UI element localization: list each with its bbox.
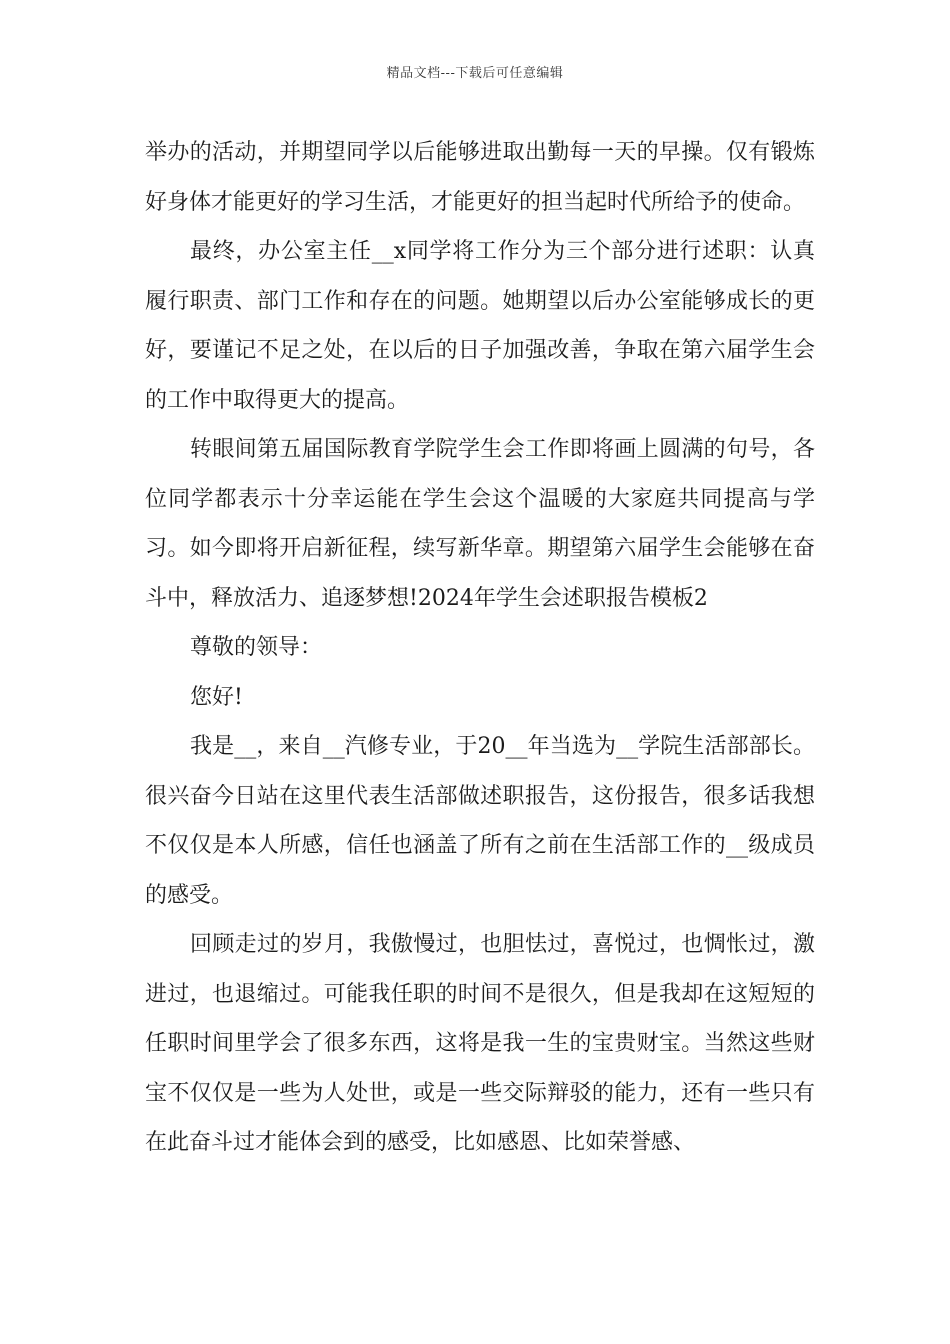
paragraph: 转眼间第五届国际教育学院学生会工作即将画上圆满的句号，各位同学都表示十分幸运能在学生会这个温暖的大家庭共同提高与学习。如今即将开启新征程，续写新华章。期望第六届学生会能够在奋斗中，释放活力、追逐梦想!2024年学生会述职报告模板2 (145, 437, 815, 611)
greeting: 您好! (190, 684, 243, 710)
paragraph: 最终，办公室主任__x同学将工作分为三个部分进行述职：认真履行职责、部门工作和存在的问题。她期望以后办公室能够成长的更好，要谨记不足之处，在以后的日子加强改善，争取在第六届学生会的工作中取得更大的提高。 (145, 239, 815, 413)
document-body (145, 128, 815, 1168)
paragraph: 回顾走过的岁月，我傲慢过，也胆怯过，喜悦过，也惆怅过，激进过，也退缩过。可能我任职的时间不是很久，但是我却在这短短的任职时间里学会了很多东西，这将是我一生的宝贵财宝。当然这些财宝不仅仅是一些为人处世，或是一些交际辩驳的能力，还有一些只有在此奋斗过才能体会到的感受，比如感恩、比如荣誉感、 (145, 932, 815, 1155)
salutation: 尊敬的领导： (190, 635, 323, 660)
paragraph: 我是__，来自__汽修专业，于20__年当选为__学院生活部部长。很兴奋今日站在这里代表生活部做述职报告，这份报告，很多话我想不仅仅是本人所感，信任也涵盖了所有之前在生活部工作的__级成员的感受。 (145, 734, 815, 908)
page-header: 精品文档---下载后可任意编辑 (386, 66, 564, 81)
paragraph: 举办的活动，并期望同学以后能够进取出勤每一天的早操。仅有锻炼好身体才能更好的学习生活，才能更好的担当起时代所给予的使命。 (145, 140, 815, 215)
